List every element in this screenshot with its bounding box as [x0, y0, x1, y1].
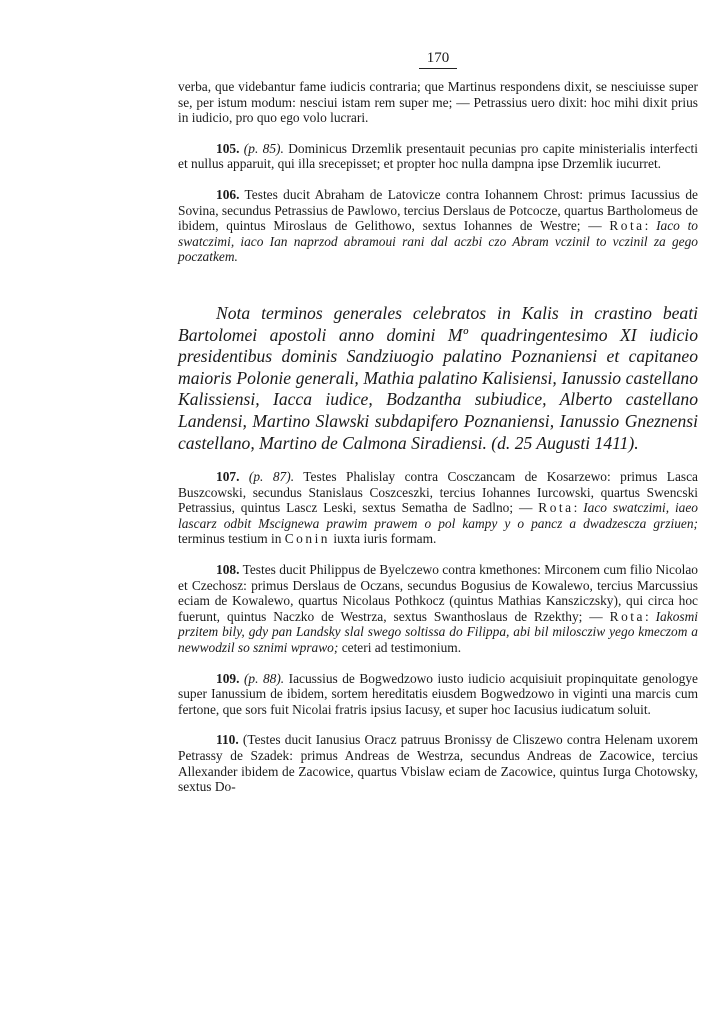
rota-colon: : — [644, 608, 656, 624]
rota-text: Iaco to swatczimi, iaco Ian naprzod abramoui rani dal aczbi czo Abram vczinil to vczinil za gego poczatkem. — [178, 218, 698, 265]
section-heading: Nota terminos generales celebratos in Kalis in crastino beati Bartolomei apostoli anno domini Mº quadringentesimo XI iudicio presidentibus dominis Sandziuogio palatino Poznaniensi et capitaneo maioris Polonie generali, Mathia palatino Kalisiensi, Ianussio castellano Kalissiensi, Iacca iudice, Bodzantha subiudice, Alberto castellano Landensi, Martino Slawski subdapifero Poznaniensi, Ianussio Gneznensi castellano, Martino de Calmona Siradiensi. (d. 25 Augusti 1411). — [178, 302, 698, 453]
rota-label: Rota — [538, 500, 574, 516]
entry-105 — [178, 141, 698, 172]
entry-text-continued: terminus testium in — [178, 531, 285, 547]
place-name: Conin — [284, 531, 330, 547]
entry-number: 105. — [216, 140, 240, 156]
entry-number: 106. — [216, 186, 240, 202]
entry-number: 108. — [216, 562, 240, 578]
rota-text: Iakosmi przitem bily, gdy pan Landsky slal swego soltissa do Filippa, abi bil miloscziw yego kmeczom a newwodzil so sznimi wprawo; — [178, 608, 698, 656]
entry-text: Iacussius de Bogwedzowo iusto iudicio acquisiuit propinquitate genologye super Ianussium de ibidem, sortem hereditatis eiusdem Bogwedzowo in viginti una marcis cum fertone, que sors fuit Nicolai fratris ipsius Iacusy, et super hoc Iacusius iudicatum soluit. — [178, 670, 698, 717]
page-reference: (p. 85). — [243, 140, 284, 156]
document-page — [178, 50, 698, 795]
entry-text: Testes ducit Abraham de Latovicze contra Iohannem Chrost: primus Iacussius de Sovina, secundus Petrassius de Pawlowo, tercius Derslaus de Potcocze, quartus Bartholomeus de ibidem, quintus Miroslaus de Gelithowo, sextus Iohannes de Westre; — — [178, 186, 698, 234]
entry-number: 109. — [216, 670, 240, 686]
entry-110 — [178, 732, 698, 794]
entry-number: 110. — [216, 732, 239, 748]
rota-label: Rota — [609, 608, 645, 624]
entry-107 — [178, 469, 698, 547]
rota-colon: : — [573, 500, 584, 516]
entry-106 — [178, 187, 698, 265]
paragraph-continued: verba, que videbantur fame iudicis contraria; que Martinus respondens dixit, se nesciuisse super se, per istum modum: nesciui istam rem super me; — Petrassius uero dixit: hoc mihi dixit prius in iudicio, pro quo ego volo lucrari. — [178, 79, 698, 126]
page-number: 170 — [178, 50, 698, 69]
rota-text: Iaco swatczimi, iaeo lascarz odbit Mscignewa prawim prawem o pol kampy y o pancz a dwadzescza grziuen; — [178, 500, 698, 531]
rota-colon: : — [644, 218, 657, 234]
entry-number: 107. — [216, 469, 240, 485]
page-reference: (p. 87). — [248, 469, 295, 485]
rota-label: Rota — [609, 218, 645, 234]
entry-108 — [178, 562, 698, 656]
entry-text: Testes Phalislay contra Cosczancam de Kosarzewo: primus Lasca Buszcowski, secundus Stanislaus Coszceszki, tercius Iohannes Iurcowski, quartus Swencski Petrassius, quintus Lascz Leski, sextus Sematha de Sadlno; — — [178, 469, 698, 516]
entry-109 — [178, 671, 698, 718]
entry-text: Testes ducit Philippus de Byelczewo contra kmethones: Mirconem cum filio Nicolao et Czechosz: primus Derslaus de Oczans, secundus Bogusius de Kowalewo, tercius Marcussius eciam de Kowalewo, quartus Nicolaus Pothkocz (quintus Mathias Kansziczsky), qui circa hoc fuerunt, quintus Naczko de Westrza, sextus Swanthoslaus de Rzekthy; — — [178, 562, 698, 624]
entry-text-end: ceteri ad testimonium. — [338, 640, 462, 656]
entry-text-end: iuxta iuris formam. — [330, 531, 437, 547]
entry-text: Dominicus Drzemlik presentauit pecunias pro capite ministerialis interfecti et nullus apparuit, qui illa srecepisset; et propter hoc nulla dampna ipse Drzemlik iucurret. — [178, 140, 698, 172]
page-reference: (p. 88). — [243, 670, 285, 686]
entry-text: (Testes ducit Ianusius Oracz patruus Bronissy de Cliszewo contra Helenam uxorem Petrassy de Szadek: primus Andreas de Westrza, secundus Andreas de Zacowice, tercius Allexander ibidem de Zacowice, quartus Vbislaw eciam de Zacowice, quintus Iurga Chotowsky, sextus Do- — [178, 732, 698, 795]
